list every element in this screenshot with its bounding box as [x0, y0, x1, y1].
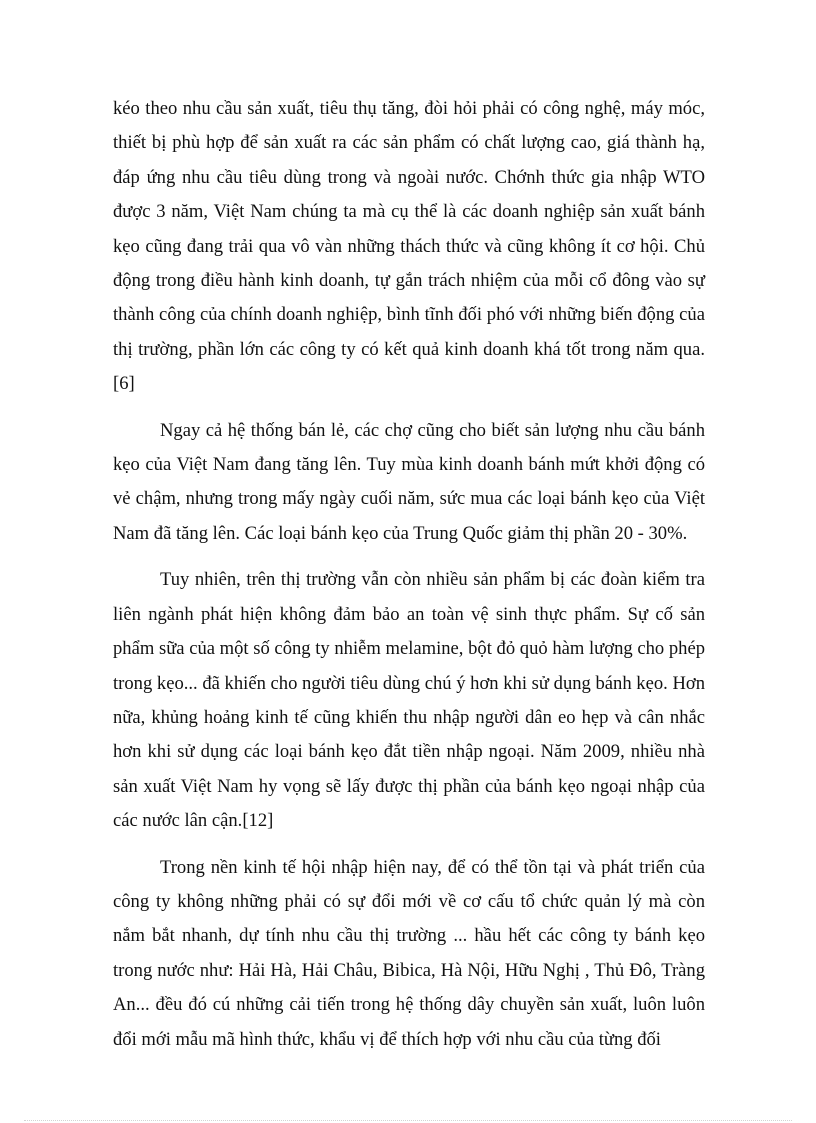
paragraph-retail-demand: Ngay cả hệ thống bán lẻ, các chợ cũng cho biết sản lượng nhu cầu bánh kẹo của Việt Nam đang tăng lên. Tuy mùa kinh doanh bánh mứt khởi động có vẻ chậm, nhưng trong mấy ngày cuối năm, sức mua các loại bánh kẹo của Việt Nam đã tăng lên. Các loại bánh kẹo của Trung Quốc giảm thị phần 20 - 30%.: [113, 419, 705, 544]
paragraph-integration: Trong nền kinh tế hội nhập hiện nay, để có thể tồn tại và phát triển của công ty không những phải có sự đổi mới về cơ cấu tổ chức quản lý mà còn nắm bắt nhanh, dự tính nhu cầu thị trường ... hầu hết các công ty bánh kẹo trong nước như: Hải Hà, Hải Châu, Bibica, Hà Nội, Hữu Nghị , Thủ Đô, Tràng An... đều đó cú những cải tiến trong hệ thống dây chuyền sản xuất, luôn luôn đổi mới mẫu mã hình thức, khẩu vị để thích hợp với nhu cầu của từng đối: [113, 856, 705, 1050]
paragraph-food-safety: Tuy nhiên, trên thị trường vẫn còn nhiều sản phẩm bị các đoàn kiểm tra liên ngành phát hiện không đảm bảo an toàn vệ sinh thực phẩm. Sự cố sản phẩm sữa của một số công ty nhiễm melamine, bột đỏ quỏ hàm lượng cho phép trong kẹo... đã khiến cho người tiêu dùng chú ý hơn khi sử dụng bánh kẹo. Hơn nữa, khủng hoảng kinh tế cũng khiến thu nhập người dân eo hẹp và cân nhắc hơn khi sử dụng các loại bánh kẹo đắt tiền nhập ngoại. Năm 2009, nhiều nhà sản xuất Việt Nam hy vọng sẽ lấy được thị phần của bánh kẹo ngoại nhập của các nước lân cận.[12]: [113, 569, 705, 832]
page-body: [113, 92, 705, 1057]
paragraph-continued: kéo theo nhu cầu sản xuất, tiêu thụ tăng, đòi hỏi phải có công nghệ, máy móc, thiết bị phù hợp để sản xuất ra các sản phẩm có chất lượng cao, giá thành hạ, đáp ứng nhu cầu tiêu dùng trong và ngoài nước. Chớnh thức gia nhập WTO được 3 năm, Việt Nam chúng ta mà cụ thể là các doanh nghiệp sản xuất bánh kẹo cũng đang trải qua vô vàn những thách thức và cũng không ít cơ hội. Chủ động trong điều hành kinh doanh, tự gắn trách nhiệm của mỗi cổ đông vào sự thành công của chính doanh nghiệp, bình tĩnh đối phó với những biến động của thị trường, phần lớn các công ty có kết quả kinh doanh khá tốt trong năm qua.[6]: [113, 98, 705, 395]
page-bottom-edge: [24, 1120, 792, 1121]
